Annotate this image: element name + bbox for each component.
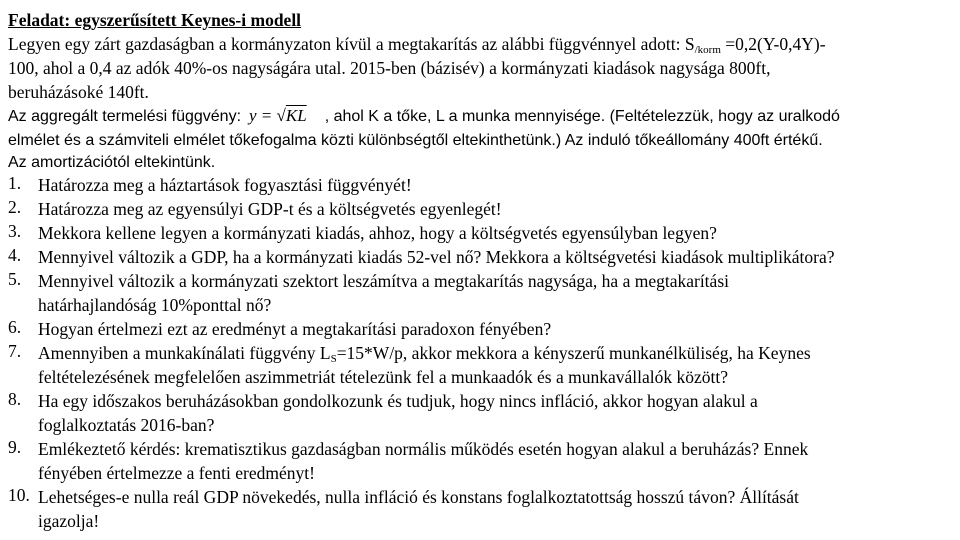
item-number: 7. bbox=[8, 341, 22, 361]
page-title: Feladat: egyszerűsített Keynes-i modell bbox=[8, 10, 302, 30]
intro-text: Legyen egy zárt gazdaságban a kormányzaton kívül a megtakarítás az alábbi függvénnyel adott: S bbox=[8, 34, 695, 54]
intro-line-2: 100, ahol a 0,4 az adók 40%-os nagyságára utal. 2015-ben (bázisév) a kormányzati kiadások nagysága 800ft, bbox=[8, 58, 771, 78]
subscript: /korm bbox=[694, 44, 721, 56]
list-item bbox=[8, 173, 954, 197]
item-text: Mennyivel változik a kormányzati szektort leszámítva a megtakarítás nagysága, ha a megtakarítási bbox=[38, 271, 729, 291]
item-number: 10. bbox=[8, 485, 30, 505]
item-text: Emlékeztető kérdés: krematisztikus gazdaságban normális működés esetén hogyan alakul a beruházás? Ennek bbox=[38, 439, 809, 459]
item-text: foglalkoztatás 2016-ban? bbox=[38, 415, 215, 435]
list-item bbox=[8, 389, 954, 437]
item-text: Amennyiben a munkakínálati függvény L bbox=[38, 343, 331, 363]
list-item bbox=[8, 197, 954, 221]
list-item bbox=[8, 245, 954, 269]
item-number: 6. bbox=[8, 317, 22, 337]
formula-lhs: y = bbox=[249, 106, 273, 125]
item-text: igazolja! bbox=[38, 511, 100, 531]
item-text: =15*W/p, akkor mekkora a kényszerű munkanélküliség, ha Keynes bbox=[336, 343, 811, 363]
intro-text: =0,2(Y-0,4Y)- bbox=[720, 34, 826, 54]
list-item bbox=[8, 341, 954, 389]
item-number: 8. bbox=[8, 389, 22, 409]
document-page bbox=[8, 8, 954, 533]
item-text: Mekkora kellene legyen a kormányzati kiadás, ahhoz, hogy a költségvetés egyensúlyban legyen? bbox=[38, 223, 717, 243]
formula-radicand: KL bbox=[285, 106, 307, 125]
item-number: 9. bbox=[8, 437, 22, 457]
sqrt-symbol: √ bbox=[276, 106, 286, 125]
list-item bbox=[8, 317, 954, 341]
item-text: feltételezésének megfelelően aszimmetriát tételezünk fel a munkaadók és a munkavállalók között? bbox=[38, 367, 728, 387]
item-text: Határozza meg a háztartások fogyasztási függvényét! bbox=[38, 175, 412, 195]
intro-text: , ahol K a tőke, L a munka mennyisége. (Feltételezzük, hogy az uralkodó bbox=[324, 108, 840, 125]
item-text: Hogyan értelmezi ezt az eredményt a megtakarítási paradoxon fényében? bbox=[38, 319, 552, 339]
item-text: Mennyivel változik a GDP, ha a kormányzati kiadás 52-vel nő? Mekkora a költségvetési kiadások multiplikátora? bbox=[38, 247, 835, 267]
item-number: 5. bbox=[8, 269, 22, 289]
intro-line-4 bbox=[8, 104, 954, 129]
subscript: S bbox=[330, 353, 337, 365]
production-function-formula bbox=[249, 104, 307, 128]
item-text-line bbox=[38, 341, 954, 365]
intro-line-6: Az amortizációtól eltekintünk. bbox=[8, 154, 216, 171]
item-text: Határozza meg az egyensúlyi GDP-t és a költségvetés egyenlegét! bbox=[38, 199, 502, 219]
item-number: 4. bbox=[8, 245, 22, 265]
item-number: 1. bbox=[8, 173, 22, 193]
intro-line-5: elmélet és a számviteli elmélet tőkefogalma közti különbségtől eltekinthetünk.) Az induló tőkeállomány 400ft értékű. bbox=[8, 132, 823, 149]
item-text: határhajlandóság 10%ponttal nő? bbox=[38, 295, 272, 315]
intro-line-3: beruházásoké 140ft. bbox=[8, 82, 149, 102]
list-item bbox=[8, 485, 954, 533]
item-text: Lehetséges-e nulla reál GDP növekedés, nulla infláció és konstans foglalkoztatottság hosszú távon? Állítását bbox=[38, 487, 799, 507]
question-list bbox=[8, 173, 954, 533]
list-item bbox=[8, 221, 954, 245]
intro-text: Az aggregált termelési függvény: bbox=[8, 108, 242, 125]
item-number: 2. bbox=[8, 197, 22, 217]
intro-line-1 bbox=[8, 32, 954, 56]
item-text: Ha egy időszakos beruházásokban gondolkozunk és tudjuk, hogy nincs infláció, akkor hogyan alakul a bbox=[38, 391, 758, 411]
list-item bbox=[8, 437, 954, 485]
item-number: 3. bbox=[8, 221, 22, 241]
item-text: fényében értelmezze a fenti eredményt! bbox=[38, 463, 315, 483]
list-item bbox=[8, 269, 954, 317]
